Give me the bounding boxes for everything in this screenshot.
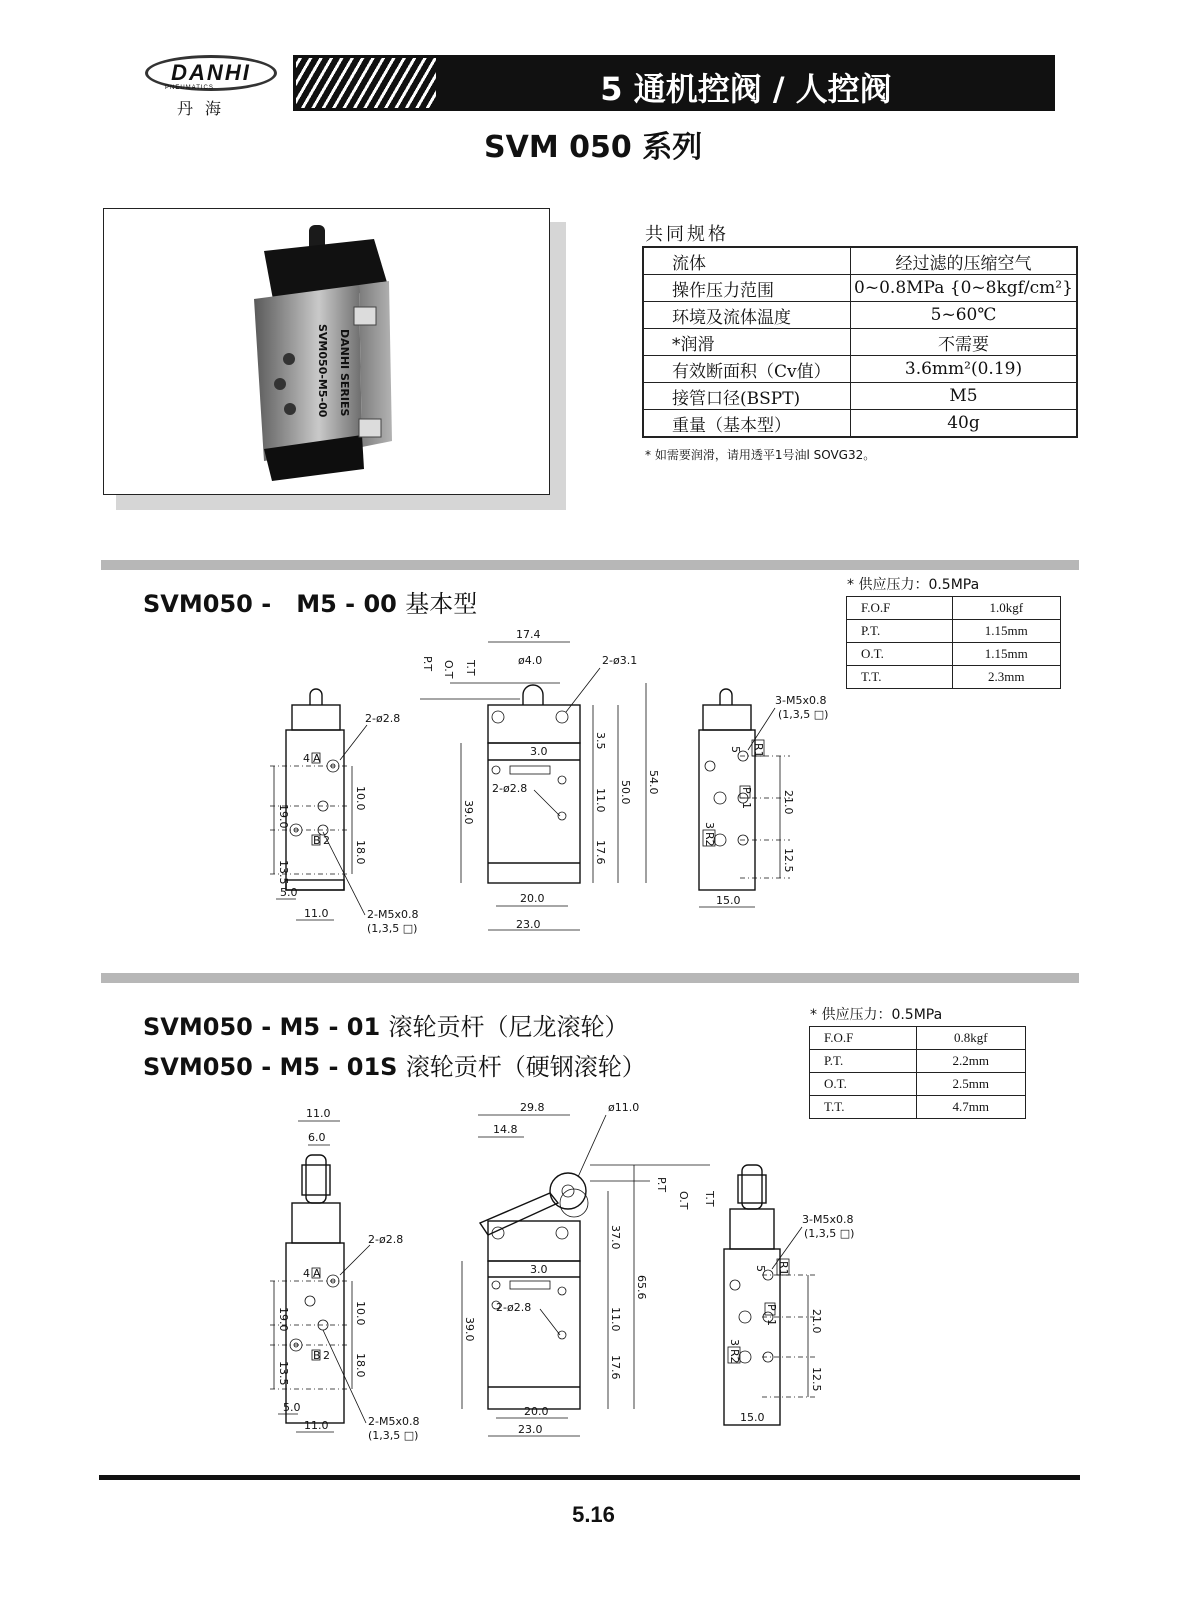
dim-3-5: 3.5 bbox=[594, 732, 607, 750]
port-label-p: P bbox=[765, 1304, 778, 1311]
port-num-4: 4 bbox=[303, 752, 310, 765]
product-photo bbox=[103, 208, 550, 495]
section1-name: 基本型 bbox=[405, 590, 478, 618]
spec-value: M5 bbox=[851, 383, 1078, 410]
dim-17-6: 17.6 bbox=[609, 1355, 622, 1380]
spec-row bbox=[643, 302, 1077, 329]
spec-row bbox=[643, 247, 1077, 275]
dim-12-5: 12.5 bbox=[782, 848, 795, 873]
port-num-3: 3 bbox=[728, 1339, 741, 1346]
port-label-b: B bbox=[313, 834, 321, 847]
section2-name-1: 滚轮贡杆（尼龙滚轮） bbox=[388, 1013, 629, 1041]
dim-50-0: 50.0 bbox=[619, 780, 632, 805]
spec-value: 0~0.8MPa {0~8kgf/cm²} bbox=[851, 275, 1078, 302]
spec-row bbox=[643, 410, 1077, 438]
m5-callout: 2-M5x0.8 bbox=[367, 908, 419, 921]
spec-row bbox=[643, 275, 1077, 302]
perf-key: T.T. bbox=[847, 666, 953, 689]
dim-2-phi-2-8-b: 2-ø2.8 bbox=[492, 782, 528, 795]
section1-drawing bbox=[0, 620, 1187, 950]
spec-row bbox=[643, 383, 1077, 410]
dim-10-0: 10.0 bbox=[354, 1301, 367, 1326]
perf-key: O.T. bbox=[847, 643, 953, 666]
series-title: SVM 050 系列 bbox=[484, 130, 703, 165]
label-pt: P.T bbox=[421, 656, 434, 672]
perf-key: T.T. bbox=[810, 1096, 917, 1119]
port-num-4: 4 bbox=[303, 1267, 310, 1280]
dim-phi-4: ø4.0 bbox=[518, 654, 543, 667]
dim-2-phi-2-8: 2-ø2.8 bbox=[368, 1233, 404, 1246]
port-num-1: 1 bbox=[740, 802, 753, 809]
dim-3-0: 3.0 bbox=[530, 745, 548, 758]
dim-20-0: 20.0 bbox=[520, 892, 545, 905]
dim-14-8: 14.8 bbox=[493, 1123, 518, 1136]
banner-stripes bbox=[296, 58, 436, 108]
s1-left-view bbox=[270, 689, 418, 935]
port-label-a: A bbox=[313, 752, 321, 765]
dim-23-0: 23.0 bbox=[516, 918, 541, 931]
s1-front-view bbox=[420, 628, 660, 931]
port-num-2: 2 bbox=[323, 834, 330, 847]
dim-19-0: 19.0 bbox=[277, 1307, 290, 1332]
dim-11-0-top: 11.0 bbox=[306, 1107, 331, 1120]
dim-21-0: 21.0 bbox=[782, 790, 795, 815]
dim-13-5: 13.5 bbox=[277, 860, 290, 885]
perf-value: 1.15mm bbox=[952, 643, 1060, 666]
spec-label: 流体 bbox=[643, 247, 851, 275]
perf-value: 2.3mm bbox=[952, 666, 1060, 689]
bottom-rule bbox=[99, 1475, 1080, 1480]
label-tt: T.T bbox=[464, 660, 477, 676]
label-tt: T.T bbox=[703, 1191, 716, 1207]
spec-row bbox=[643, 356, 1077, 383]
perf-key: F.O.F bbox=[847, 597, 953, 620]
dim-15-0: 15.0 bbox=[716, 894, 741, 907]
perf-row bbox=[810, 1027, 1026, 1050]
perf-value: 2.5mm bbox=[916, 1073, 1025, 1096]
dim-29-8: 29.8 bbox=[520, 1101, 545, 1114]
title-banner bbox=[293, 55, 1055, 111]
spec-value: 40g bbox=[851, 410, 1078, 438]
perf-key: O.T. bbox=[810, 1073, 917, 1096]
perf-value: 2.2mm bbox=[916, 1050, 1025, 1073]
label-ot: O.T bbox=[442, 660, 455, 679]
spec-value: 5~60℃ bbox=[851, 302, 1078, 329]
m5-callout-right: 3-M5x0.8 bbox=[775, 694, 827, 707]
section2-name-2: 滚轮贡杆（硬钢滚轮） bbox=[405, 1053, 646, 1081]
perf-row bbox=[847, 597, 1061, 620]
logo-wordmark: DANHI bbox=[171, 60, 251, 85]
port-num-5: 5 bbox=[729, 746, 742, 753]
valve-photo-illustration bbox=[104, 209, 548, 493]
dim-11-0: 11.0 bbox=[609, 1307, 622, 1332]
dim-11-0-bottom: 11.0 bbox=[304, 907, 329, 920]
spec-caption: 共同规格 bbox=[645, 224, 729, 245]
dim-11-0: 11.0 bbox=[594, 788, 607, 813]
perf-key: F.O.F bbox=[810, 1027, 917, 1050]
perf-key: P.T. bbox=[847, 620, 953, 643]
spec-label: 有效断面积（Cv值） bbox=[643, 356, 851, 383]
spec-label: 接管口径(BSPT) bbox=[643, 383, 851, 410]
brand-name-cn: 丹海 bbox=[177, 99, 234, 118]
m5-callout: 2-M5x0.8 bbox=[368, 1415, 420, 1428]
port-label-r1: R1 bbox=[752, 743, 765, 758]
dim-18-0: 18.0 bbox=[354, 1353, 367, 1378]
dim-2-phi-2-8-b: 2-ø2.8 bbox=[496, 1301, 532, 1314]
perf-value: 0.8kgf bbox=[916, 1027, 1025, 1050]
perf-value: 1.0kgf bbox=[952, 597, 1060, 620]
page-number: 5.16 bbox=[572, 1502, 615, 1527]
dim-23-0: 23.0 bbox=[518, 1423, 543, 1436]
m5-callout-right: 3-M5x0.8 bbox=[802, 1213, 854, 1226]
brand-logo bbox=[145, 50, 285, 130]
dim-37-0: 37.0 bbox=[609, 1225, 622, 1250]
dim-17-6: 17.6 bbox=[594, 840, 607, 865]
s2-front-view bbox=[462, 1101, 716, 1436]
spec-table bbox=[642, 246, 1078, 438]
port-label-p: P bbox=[740, 787, 753, 794]
spec-label: *润滑 bbox=[643, 329, 851, 356]
spec-label: 环境及流体温度 bbox=[643, 302, 851, 329]
perf-value: 1.15mm bbox=[952, 620, 1060, 643]
s1-right-view bbox=[699, 689, 828, 907]
dim-15-0: 15.0 bbox=[740, 1411, 765, 1424]
section-divider-1 bbox=[101, 560, 1079, 570]
dim-5-0: 5.0 bbox=[283, 1401, 301, 1414]
port-label-b: B bbox=[313, 1349, 321, 1362]
dim-phi-11: ø11.0 bbox=[608, 1101, 640, 1114]
spec-value: 3.6mm²(0.19) bbox=[851, 356, 1078, 383]
section1-pressure-note: * 供应压力：0.5MPa bbox=[847, 577, 980, 593]
s2-left-view bbox=[270, 1107, 419, 1442]
m5-ports: (1,3,5 □) bbox=[368, 1429, 419, 1442]
photo-marking-line1: SVM050-M5-00 bbox=[316, 324, 329, 418]
spec-value: 经过滤的压缩空气 bbox=[851, 247, 1078, 275]
perf-row bbox=[810, 1050, 1026, 1073]
m5-ports: (1,3,5 □) bbox=[367, 922, 418, 935]
label-ot: O.T bbox=[677, 1191, 690, 1210]
port-num-1: 1 bbox=[765, 1319, 778, 1326]
section2-heading-2 bbox=[143, 1047, 646, 1082]
dim-2-phi-2-8: 2-ø2.8 bbox=[365, 712, 401, 725]
port-label-a: A bbox=[313, 1267, 321, 1280]
section-divider-2 bbox=[101, 973, 1079, 983]
s2-right-view bbox=[724, 1165, 854, 1425]
label-pt: P.T bbox=[655, 1177, 668, 1193]
dim-10-0: 10.0 bbox=[354, 786, 367, 811]
section2-code-2: SVM050 - M5 - 01S bbox=[143, 1053, 398, 1081]
spec-value: 不需要 bbox=[851, 329, 1078, 356]
banner-title: 5 通机控阀 / 人控阀 bbox=[600, 70, 892, 108]
dim-39-0: 39.0 bbox=[463, 1317, 476, 1342]
dim-3-0: 3.0 bbox=[530, 1263, 548, 1276]
spec-row bbox=[643, 329, 1077, 356]
logo-subtitle: PNEUMATICS bbox=[165, 85, 214, 91]
spec-label: 重量（基本型） bbox=[643, 410, 851, 438]
photo-marking-line2: DANHI SERIES bbox=[338, 329, 351, 417]
dim-19-0: 19.0 bbox=[277, 804, 290, 829]
spec-label: 操作压力范围 bbox=[643, 275, 851, 302]
spec-note: * 如需要润滑，请用透平1号油l SOVG32。 bbox=[645, 448, 876, 462]
section2-drawing bbox=[0, 1095, 1187, 1455]
section2-heading-1 bbox=[143, 1007, 629, 1042]
dim-17-4: 17.4 bbox=[516, 628, 541, 641]
section1-heading bbox=[143, 584, 477, 619]
section1-code: SVM050 - M5 - 00 bbox=[143, 590, 397, 618]
m5-ports-right: (1,3,5 □) bbox=[804, 1227, 855, 1240]
section2-pressure-note: * 供应压力：0.5MPa bbox=[810, 1007, 943, 1023]
section2-code-1: SVM050 - M5 - 01 bbox=[143, 1013, 381, 1041]
dim-5-0: 5.0 bbox=[280, 886, 298, 899]
dim-13-5: 13.5 bbox=[277, 1361, 290, 1386]
dim-6-0: 6.0 bbox=[308, 1131, 326, 1144]
dim-54-0: 54.0 bbox=[647, 770, 660, 795]
port-num-3: 3 bbox=[703, 822, 716, 829]
m5-ports-right: (1,3,5 □) bbox=[778, 708, 829, 721]
port-label-r2: R2 bbox=[703, 832, 716, 847]
dim-65-6: 65.6 bbox=[635, 1275, 648, 1300]
dim-2-phi-3-1: 2-ø3.1 bbox=[602, 654, 638, 667]
perf-row bbox=[810, 1073, 1026, 1096]
dim-21-0: 21.0 bbox=[810, 1309, 823, 1334]
dim-12-5: 12.5 bbox=[810, 1367, 823, 1392]
port-num-2: 2 bbox=[323, 1349, 330, 1362]
port-label-r2: R2 bbox=[728, 1349, 741, 1364]
dim-11-0-bottom: 11.0 bbox=[304, 1419, 329, 1432]
perf-value: 4.7mm bbox=[916, 1096, 1025, 1119]
perf-key: P.T. bbox=[810, 1050, 917, 1073]
dim-20-0: 20.0 bbox=[524, 1405, 549, 1418]
dim-18-0: 18.0 bbox=[354, 840, 367, 865]
port-num-5: 5 bbox=[754, 1265, 767, 1272]
dim-39-0: 39.0 bbox=[462, 800, 475, 825]
port-label-r1: R1 bbox=[777, 1261, 790, 1276]
